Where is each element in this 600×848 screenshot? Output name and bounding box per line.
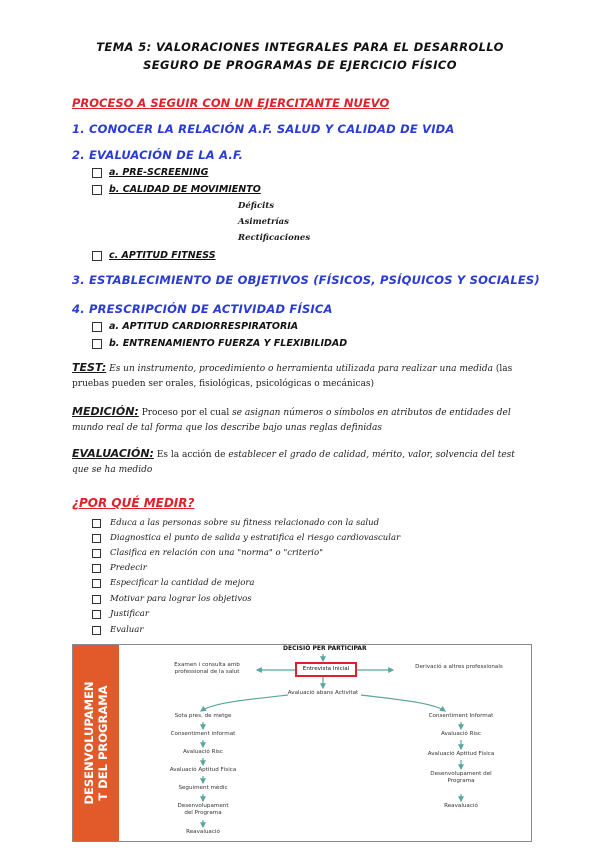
evaluacion-text-a: Es la acción de xyxy=(156,450,226,460)
node-derivacio: Derivació a altres professionals xyxy=(415,664,503,670)
test-text-rest: (las pruebas pueden ser orales, fisiológicas, psicológicas o mecánicas) xyxy=(72,364,513,389)
why-item xyxy=(92,578,255,588)
left-col-item: Desenvolupament del Programa xyxy=(177,803,229,816)
why-item-label: Justificar xyxy=(110,609,149,619)
medicion-term: MEDICIÓN: xyxy=(72,405,139,418)
step-2: 2. EVALUACIÓN DE LA A.F. xyxy=(72,148,244,162)
checkbox-icon xyxy=(92,185,102,195)
test-term: TEST: xyxy=(72,361,107,374)
step2-item-a-label: a. PRE-SCREENING xyxy=(109,167,209,178)
left-col-item: Avaluació Risc xyxy=(182,749,224,755)
why-item xyxy=(92,625,143,635)
step2-item-a xyxy=(92,167,208,178)
arrow xyxy=(361,695,445,711)
sub-item-deficits: Déficits xyxy=(238,201,275,211)
why-item-label: Evaluar xyxy=(110,625,144,635)
checkbox-icon xyxy=(92,579,101,588)
checkbox-icon xyxy=(92,564,101,573)
why-item-label: Educa a las personas sobre su fitness relacionado con la salud xyxy=(110,518,380,528)
por-que-heading: ¿POR QUÉ MEDIR? xyxy=(72,496,195,510)
side-label-line2: T DEL PROGRAMA xyxy=(96,685,110,801)
evaluacion-term: EVALUACIÓN: xyxy=(72,447,154,460)
sub-item-rectificaciones: Rectificaciones xyxy=(238,233,311,243)
node-decision: DECISIÓ PER PARTICIPAR xyxy=(283,645,367,652)
evaluacion-text: establecer el grado de calidad, mérito, valor, solvencia del test que se ha medido xyxy=(72,450,515,475)
left-col-item: Reavaluació xyxy=(186,829,220,835)
test-definition xyxy=(72,360,532,392)
step4-item-b xyxy=(92,338,347,349)
step-3: 3. ESTABLECIMIENTO DE OBJETIVOS (FÍSICOS, PSÍQUICOS Y SOCIALES) xyxy=(72,273,540,287)
why-item xyxy=(92,594,252,604)
evaluacion-definition xyxy=(72,446,532,478)
right-col-item: Avaluació Risc xyxy=(440,731,482,737)
node-examen: Examen i consulta amb professional de la salut xyxy=(174,662,240,675)
checkbox-icon xyxy=(92,534,101,543)
test-text: Es un instrumento, procedimiento o herramienta utilizada para realizar una medida xyxy=(109,364,493,374)
why-item xyxy=(92,609,149,619)
right-col-item: Desenvolupament del Programa xyxy=(430,771,492,784)
checkbox-icon xyxy=(92,595,101,604)
why-item-label: Especificar la cantidad de mejora xyxy=(110,578,255,588)
why-item-label: Clasifica en relación con una "norma" o "criterio" xyxy=(110,548,324,558)
step4-item-a xyxy=(92,321,298,332)
right-col-item: Avaluació Aptitud Física xyxy=(427,751,495,757)
checkbox-icon xyxy=(92,168,102,178)
checkbox-icon xyxy=(92,549,101,558)
left-col-item: Consentiment informat xyxy=(170,731,236,737)
why-item xyxy=(92,563,147,573)
step4-item-a-label: a. APTITUD CARDIORRESPIRATORIA xyxy=(109,321,299,332)
why-item-label: Motivar para lograr los objetivos xyxy=(110,594,252,604)
step2-item-b-label: b. CALIDAD DE MOVIMIENTO xyxy=(109,184,261,195)
medicion-text: se asignan números o símbolos en atributos de entidades del mundo real de tal forma que los describe bajo unas reglas definidas xyxy=(72,408,511,433)
why-item-label: Diagnostica el punto de salida y estratifica el riesgo cardiovascular xyxy=(110,533,401,543)
checkbox-icon xyxy=(92,339,102,349)
step2-item-c-label: c. APTITUD FITNESS xyxy=(109,250,216,261)
right-col-item: Reavaluació xyxy=(444,803,478,809)
program-development-diagram xyxy=(72,644,532,842)
why-item xyxy=(92,518,379,528)
checkbox-icon xyxy=(92,322,102,332)
checkbox-icon xyxy=(92,626,101,635)
left-col-item: Sota pres. de metge xyxy=(174,713,232,719)
doc-title-line1: TEMA 5: VALORACIONES INTEGRALES PARA EL DESARROLLO xyxy=(96,40,504,54)
left-col-item: Seguiment mèdic xyxy=(178,785,228,791)
sub-item-asimetrias: Asimetrías xyxy=(238,217,289,227)
why-item-label: Predecir xyxy=(110,563,147,573)
checkbox-icon xyxy=(92,251,102,261)
arrow xyxy=(201,695,288,711)
checkbox-icon xyxy=(92,610,101,619)
doc-title-line2: SEGURO DE PROGRAMAS DE EJERCICIO FÍSICO xyxy=(143,58,457,72)
why-item xyxy=(92,533,400,543)
step2-item-c xyxy=(92,250,216,261)
proceso-heading: PROCESO A SEGUIR CON UN EJERCITANTE NUEVO xyxy=(72,96,390,110)
side-label-line1: DESENVOLUPAMEN xyxy=(82,681,96,805)
node-avaluacio-abans: Avaluació abans Activitat xyxy=(287,690,359,696)
step-1: 1. CONOCER LA RELACIÓN A.F. SALUD Y CALIDAD DE VIDA xyxy=(72,122,455,136)
left-col-item: Avaluació Aptitud Física xyxy=(169,767,237,773)
node-entrevista-inicial: Entrevista Inicial xyxy=(295,662,357,677)
right-col-item: Consentiment Informat xyxy=(428,713,494,719)
step-4: 4. PRESCRIPCIÓN DE ACTIVIDAD FÍSICA xyxy=(72,302,333,316)
why-item xyxy=(92,548,323,558)
step2-item-b xyxy=(92,184,261,195)
medicion-text-a: Proceso por el cual xyxy=(141,408,230,418)
step4-item-b-label: b. ENTRENAMIENTO FUERZA Y FLEXIBILIDAD xyxy=(109,338,348,349)
medicion-definition xyxy=(72,404,532,436)
checkbox-icon xyxy=(92,519,101,528)
